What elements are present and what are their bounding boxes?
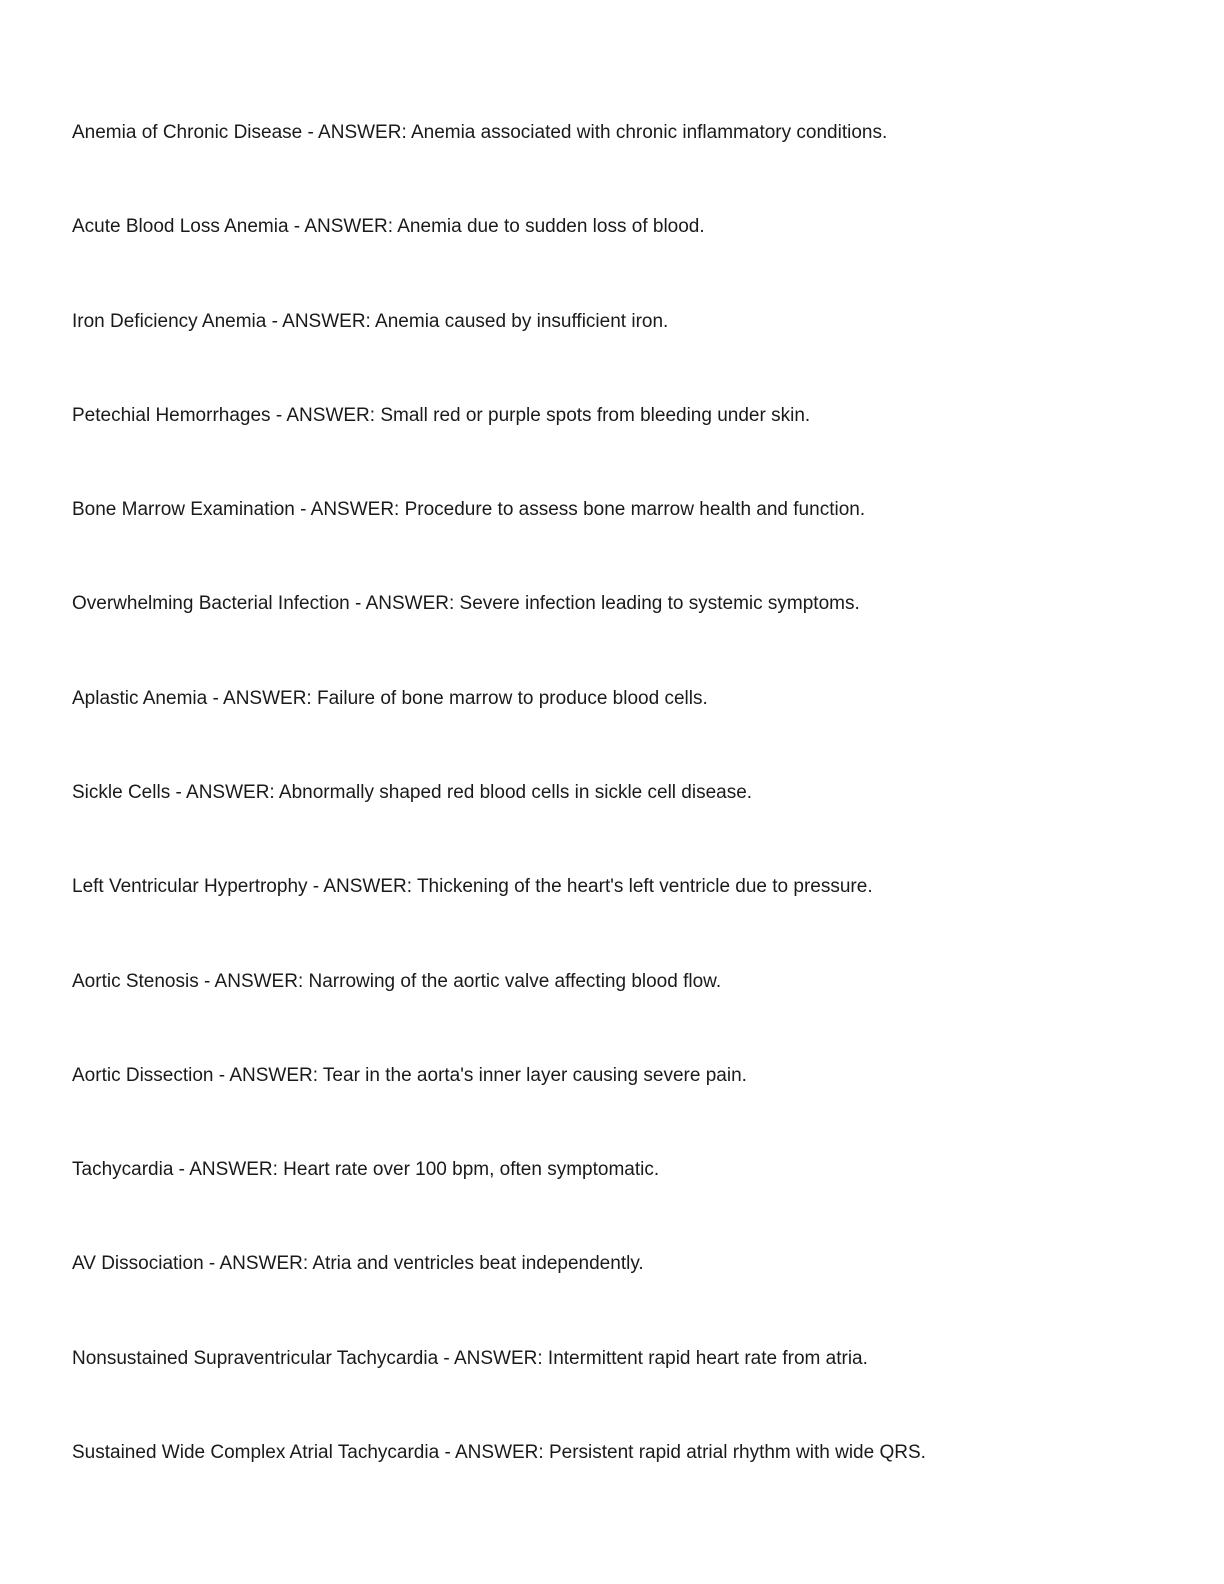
qa-entry-11: Aortic Dissection - ANSWER: Tear in the aorta's inner layer causing severe pain. [72,1065,747,1086]
qa-entry-13: AV Dissociation - ANSWER: Atria and ventricles beat independently. [72,1253,644,1274]
qa-entry-4: Petechial Hemorrhages - ANSWER: Small red or purple spots from bleeding under skin. [72,405,811,426]
qa-entry-14: Nonsustained Supraventricular Tachycardia - ANSWER: Intermittent rapid heart rate from atria. [72,1348,868,1369]
qa-entry-1: Anemia of Chronic Disease - ANSWER: Anemia associated with chronic inflammatory conditions. [72,122,888,143]
qa-entry-6: Overwhelming Bacterial Infection - ANSWER: Severe infection leading to systemic symptoms. [72,593,860,614]
qa-entry-3: Iron Deficiency Anemia - ANSWER: Anemia caused by insufficient iron. [72,311,669,332]
qa-entry-12: Tachycardia - ANSWER: Heart rate over 100 bpm, often symptomatic. [72,1159,660,1180]
qa-entry-2: Acute Blood Loss Anemia - ANSWER: Anemia due to sudden loss of blood. [72,216,705,237]
qa-entry-10: Aortic Stenosis - ANSWER: Narrowing of the aortic valve affecting blood flow. [72,971,722,992]
qa-entry-7: Aplastic Anemia - ANSWER: Failure of bone marrow to produce blood cells. [72,688,708,709]
qa-entry-9: Left Ventricular Hypertrophy - ANSWER: Thickening of the heart's left ventricle due to pressure. [72,876,873,897]
qa-entry-8: Sickle Cells - ANSWER: Abnormally shaped red blood cells in sickle cell disease. [72,782,753,803]
qa-entry-5: Bone Marrow Examination - ANSWER: Procedure to assess bone marrow health and function. [72,499,866,520]
qa-entry-15: Sustained Wide Complex Atrial Tachycardia - ANSWER: Persistent rapid atrial rhythm with wide QRS. [72,1442,926,1463]
